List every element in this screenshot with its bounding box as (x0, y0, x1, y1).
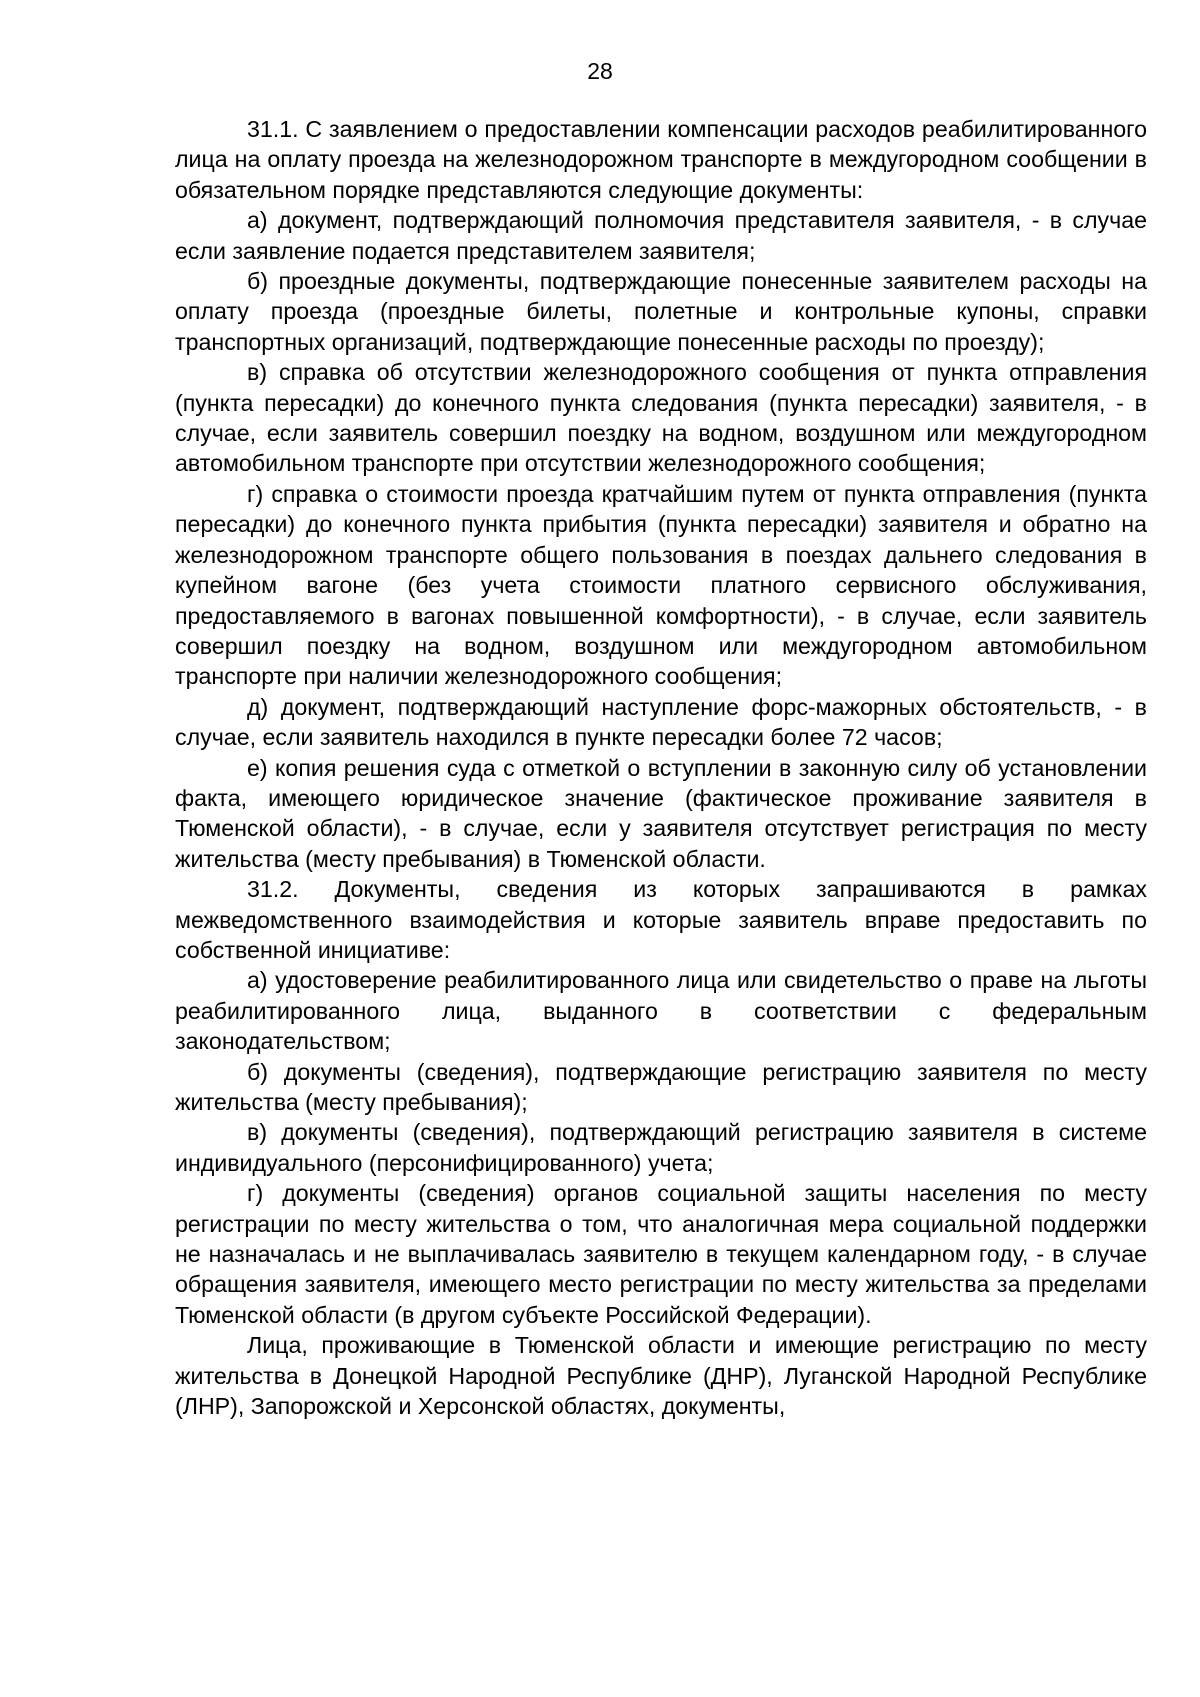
paragraph-31-2-a: а) удостоверение реабилитированного лица или свидетельство о праве на льготы реабилитированного лица, выданного в соответствии с федеральным законодательством; (175, 967, 1147, 1055)
paragraph-31-1-e: е) копия решения суда с отметкой о вступлении в законную силу об установлении факта, имеющего юридическое значение (фактическое проживание заявителя в Тюменской области), - в случае, если у заявителя отсутствует регистрация по месту жительства (месту пребывания) в Тюменской области. (175, 754, 1147, 872)
paragraph-31-1: 31.1. С заявлением о предоставлении компенсации расходов реабилитированного лица на оплату проезда на железнодорожном транспорте в междугородном сообщении в обязательном порядке представляются следующие документы: (175, 116, 1147, 203)
paragraph-31-1-b: б) проездные документы, подтверждающие понесенные заявителем расходы на оплату проезда (проездные билеты, полетные и контрольные купоны, справки транспортных организаций, подтверждающие понесенные расходы по проезду); (175, 268, 1147, 355)
document-body (175, 114, 1147, 1421)
paragraph-31-1-v: в) справка об отсутствии железнодорожного сообщения от пункта отправления (пункта пересадки) до конечного пункта следования (пункта пересадки) заявителя, - в случае, если заявитель совершил поездку на водном, воздушном или междугородном автомобильном транспорте при отсутствии железнодорожного сообщения; (175, 359, 1147, 477)
paragraph-persons-dnr-lnr: Лица, проживающие в Тюменской области и имеющие регистрацию по месту жительства в Донецкой Народной Республике (ДНР), Луганской Народной Республике (ЛНР), Запорожской и Херсонской областях, документы, (175, 1332, 1147, 1420)
paragraph-31-1-g: г) справка о стоимости проезда кратчайшим путем от пункта отправления (пункта пересадки) до конечного пункта прибытия (пункта пересадки) заявителя и обратно на железнодорожном транспорте общего пользования в поездах дальнего следования в купейном вагоне (без учета стоимости платного сервисного обслуживания, предоставляемого в вагонах повышенной комфортности), - в случае, если заявитель совершил поездку на водном, воздушном или междугородном автомобильном транспорте при наличии железнодорожного сообщения; (175, 480, 1147, 690)
paragraph-31-2: 31.2. Документы, сведения из которых запрашиваются в рамках межведомственного взаимодействия и которые заявитель вправе предоставить по собственной инициативе: (175, 876, 1147, 963)
paragraph-31-2-b: б) документы (сведения), подтверждающие регистрацию заявителя по месту жительства (месту пребывания); (175, 1058, 1147, 1115)
paragraph-31-1-a: а) документ, подтверждающий полномочия представителя заявителя, - в случае если заявление подается представителем заявителя; (175, 207, 1147, 264)
paragraph-31-2-v: в) документы (сведения), подтверждающий регистрацию заявителя в системе индивидуального (персонифицированного) учета; (175, 1119, 1147, 1176)
paragraph-31-1-d: д) документ, подтверждающий наступление форс-мажорных обстоятельств, - в случае, если заявитель находился в пункте пересадки более 72 часов; (175, 693, 1147, 751)
page-number: 28 (587, 58, 613, 84)
paragraph-31-2-g: г) документы (сведения) органов социальной защиты населения по месту регистрации по месту жительства о том, что аналогичная мера социальной поддержки не назначалась и не выплачивалась заявителю в текущем календарном году, - в случае обращения заявителя, имеющего место регистрации по месту жительства за пределами Тюменской области (в другом субъекте Российской Федерации). (175, 1180, 1147, 1328)
